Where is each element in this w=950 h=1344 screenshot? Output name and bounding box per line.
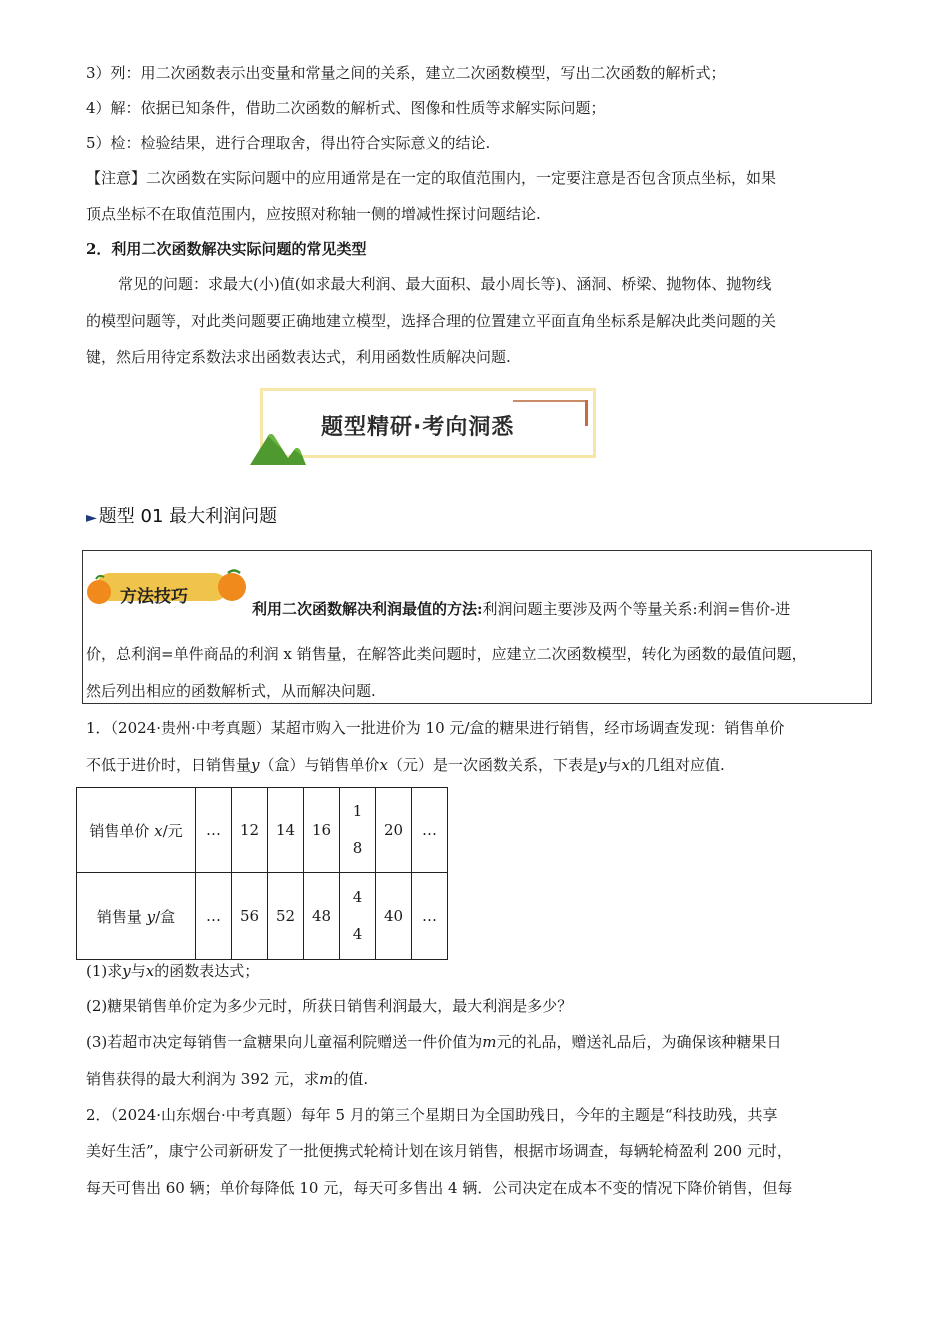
table-cell: 52	[268, 873, 304, 960]
common-line-2: 的模型问题等，对此类问题要正确地建立模型，选择合理的位置建立平面直角坐标系是解决此类问题的关	[86, 312, 777, 330]
table-cell: 20	[376, 788, 412, 873]
method-line-3: 然后列出相应的函数解析式，从而解决问题.	[86, 682, 376, 700]
q1-line-1: 1．（2024·贵州·中考真题）某超市购入一批进价为 10 元/盒的糖果进行销售，经市场调查发现：销售单价	[86, 719, 785, 737]
banner-title: 题型精研·考向洞悉	[321, 415, 515, 440]
table-cell: 16	[304, 788, 340, 873]
method-line-1: 利用二次函数解决利润最值的方法:利润问题主要涉及两个等量关系:利润=售价-进	[252, 600, 791, 618]
table-head-price: 销售单价 x/元	[77, 788, 196, 873]
method-line-2: 价，总利润=单件商品的利润 x 销售量，在解答此类问题时，应建立二次函数模型，转化为函数的最值问题，	[86, 645, 807, 663]
section-banner	[260, 388, 596, 458]
step-4: 4）解：依据已知条件，借助二次函数的解析式、图像和性质等求解实际问题；	[86, 99, 606, 117]
table-cell: 1 8	[340, 788, 376, 873]
price-sales-table	[76, 787, 448, 960]
banner-deco-bar	[585, 400, 588, 426]
table-cell: …	[196, 873, 232, 960]
q2-line-1: 2．（2024·山东烟台·中考真题）每年 5 月的第三个星期日为全国助残日，今年的主题是“科技助残，共享	[86, 1106, 778, 1124]
banner-deco-line	[513, 400, 587, 402]
step-3: 3）列：用二次函数表示出变量和常量之间的关系，建立二次函数模型，写出二次函数的解析式；	[86, 64, 726, 82]
note-line-2: 顶点坐标不在取值范围内，应按照对称轴一侧的增减性探讨问题结论.	[86, 205, 541, 223]
heading-common-types: 2．利用二次函数解决实际问题的常见类型	[86, 240, 367, 258]
q1-sub-3: (3)若超市决定每销售一盒糖果向儿童福利院赠送一件价值为m元的礼品，赠送礼品后，为确保该种糖果日	[86, 1033, 782, 1051]
mountains-icon	[248, 430, 308, 466]
q1-sub-1: (1)求y与x的函数表达式；	[86, 962, 260, 980]
triangle-marker-icon: ►	[86, 510, 97, 526]
q1-sub-3-cont: 销售获得的最大利润为 392 元，求m的值.	[86, 1070, 369, 1088]
table-cell: 56	[232, 873, 268, 960]
table-cell: 48	[304, 873, 340, 960]
table-cell: …	[412, 788, 448, 873]
method-badge-label: 方法技巧	[120, 587, 188, 607]
q2-line-3: 每天可售出 60 辆；单价每降低 10 元，每天可多售出 4 辆．公司决定在成本不变的情况下降价销售，但每	[86, 1179, 793, 1197]
table-head-sales: 销售量 y/盒	[77, 873, 196, 960]
common-line-3: 键，然后用待定系数法求出函数表达式，利用函数性质解决问题.	[86, 348, 511, 366]
note-line-1: 【注意】二次函数在实际问题中的应用通常是在一定的取值范围内，一定要注意是否包含顶点坐标，如果	[86, 169, 777, 187]
table-cell: 40	[376, 873, 412, 960]
table-cell: …	[412, 873, 448, 960]
q1-sub-2: (2)糖果销售单价定为多少元时，所获日销售利润最大，最大利润是多少？	[86, 997, 573, 1015]
table-row	[77, 873, 448, 960]
table-cell: 14	[268, 788, 304, 873]
table-cell: 12	[232, 788, 268, 873]
common-line-1: 常见的问题：求最大(小)值(如求最大利润、最大面积、最小周长等)、涵洞、桥梁、抛物体、抛物线	[118, 275, 772, 293]
table-cell: 4 4	[340, 873, 376, 960]
q1-line-2: 不低于进价时，日销售量y（盒）与销售单价x（元）是一次函数关系，下表是y与x的几组对应值.	[86, 756, 725, 774]
step-5: 5）检：检验结果，进行合理取舍，得出符合实际意义的结论.	[86, 134, 491, 152]
table-row	[77, 788, 448, 873]
q2-line-2: 美好生活”，康宁公司新研发了一批便携式轮椅计划在该月销售，根据市场调查，每辆轮椅盈利 200 元时，	[86, 1142, 792, 1160]
table-cell: …	[196, 788, 232, 873]
section-title: ► 题型 01 最大利润问题	[86, 506, 278, 527]
